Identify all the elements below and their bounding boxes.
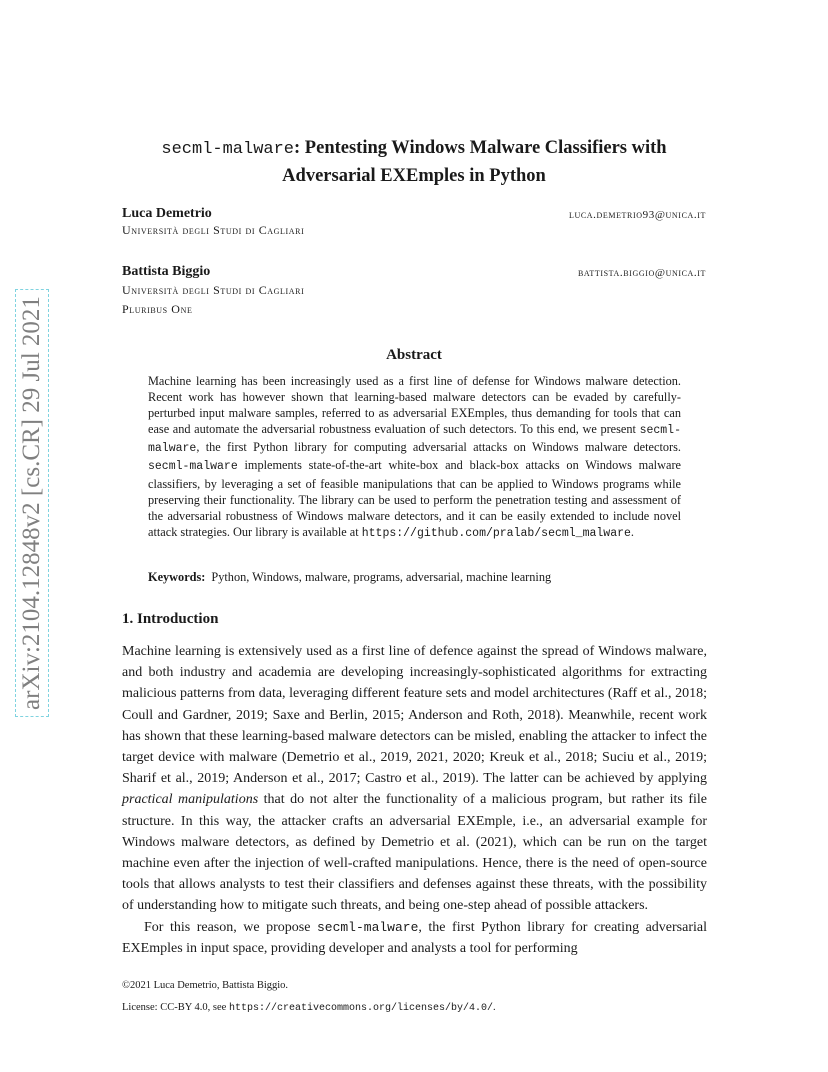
paragraph-text: Machine learning is extensively used as a first line of defence against the spread of Windows malware, and both industry and academia are developing increasingly-sophisticated algorithms for extracting malicious patterns from data, leveraging different feature sets and model architectures (Raff et al., 2018; Coull and Gardner, 2019; Saxe and Berlin, 2015; Anderson and Roth, 2018). Meanwhile, recent work has shown that these learning-based malware detectors can be misled, enabling the attacker to infect the target device with malware (Demetrio et al., 2019, 2021, 2020; Kreuk et al., 2018; Suciu et al., 2019; Sharif et al., 2019; Anderson et al., 2017; Castro et al., 2019). The latter can be achieved by applying <box>122 644 707 787</box>
keywords-label: Keywords: <box>148 570 206 584</box>
title-line1: : Pentesting Windows Malware Classifiers with <box>294 138 667 158</box>
author-affiliation: Università degli Studi di Cagliari <box>122 223 305 237</box>
license-end: . <box>492 1002 496 1013</box>
inline-code: secml-malware <box>316 919 419 935</box>
title-line2: Adversarial EXEmples in Python <box>282 166 546 186</box>
paragraph-text: For this reason, we propose <box>144 919 317 935</box>
author-email: luca.demetrio93@unica.it <box>568 209 706 221</box>
author-name: Luca Demetrio <box>122 206 212 221</box>
arxiv-identifier: arXiv:2104.12848v2 [cs.CR] 29 Jul 2021 <box>15 289 49 717</box>
abstract-text: . <box>630 524 634 539</box>
license-notice <box>122 1002 496 1014</box>
copyright-notice: ©2021 Luca Demetrio, Battista Biggio. <box>122 980 289 991</box>
paragraph <box>122 641 707 917</box>
abstract-code: secml-malware <box>148 424 681 456</box>
abstract-text: Machine learning has been increasingly used as a first line of defense for Windows malware detection. Recent work has however shown that learning-based malware detectors can be evaded by carefully-perturbed input malware samples, referred to as adversarial EXEmples, thus demanding for tools that can ease and automate the adversarial robustness evaluation of such detectors. To this end, we present <box>148 374 681 437</box>
arxiv-sidebar-stamp <box>12 268 52 738</box>
section-heading: 1. Introduction <box>122 611 219 627</box>
paragraph <box>122 917 707 959</box>
abstract-code: secml-malware <box>148 460 238 474</box>
license-label: License: CC-BY 4.0, see <box>122 1002 229 1013</box>
author-email: battista.biggio@unica.it <box>577 267 706 279</box>
repository-link[interactable]: https://github.com/pralab/secml_malware <box>361 526 631 540</box>
abstract-heading: Abstract <box>386 347 442 363</box>
abstract-body <box>148 373 681 542</box>
emphasis-text: practical manipulations <box>122 792 259 808</box>
keywords <box>148 570 681 585</box>
license-link[interactable]: https://creativecommons.org/licenses/by/4.0/ <box>228 1003 493 1014</box>
paper-title <box>100 135 728 189</box>
introduction-body <box>122 641 707 959</box>
abstract-text: implements state-of-the-art white-box and black-box attacks on Windows malware classifiers, by leveraging a set of feasible manipulations that can be applied to Windows programs while preserving their functionality. The library can be used to perform the penetration testing and assessment of the adversarial robustness of Windows malware detectors, and it can be easily extended to include novel attack strategies. Our library is available at <box>148 458 681 539</box>
author-affiliation: Università degli Studi di Cagliari <box>122 283 305 297</box>
author-name: Battista Biggio <box>122 264 211 279</box>
abstract-text: , the first Python library for computing adversarial attacks on Windows malware detectors. <box>196 440 681 455</box>
keywords-text: Python, Windows, malware, programs, adversarial, machine learning <box>211 570 552 584</box>
paragraph-text: , the first Python library for creating adversarial EXEmples in input space, providing developer and analysts a tool for performing <box>122 919 707 956</box>
paragraph-text: that do not alter the functionality of a malicious program, but rather its file structure. In this way, the attacker crafts an adversarial EXEmple, i.e., an adversarial example for Windows malware detectors, as defined by Demetrio et al. (2021), which can be run on the target machine even after the injection of well-crafted manipulations. Hence, there is the need of open-source tools that allows analysts to test their classifiers and defenses against these threats, with the possibility of understanding how to mitigate such threats, and being one-step ahead of possible attackers. <box>122 792 707 914</box>
title-code-name: secml-malware <box>161 140 295 159</box>
author-affiliation: Pluribus One <box>122 302 193 316</box>
